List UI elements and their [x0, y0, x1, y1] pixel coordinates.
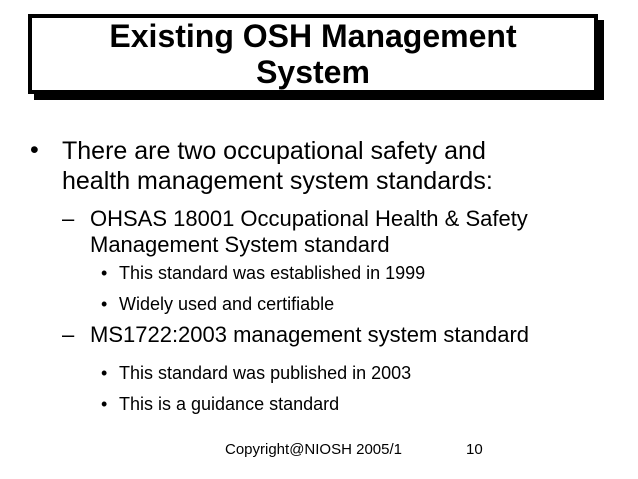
sub-sub-bullet-text: This is a guidance standard: [119, 394, 340, 414]
slide-title: Existing OSH Management System: [109, 18, 517, 90]
page-number: 10: [466, 441, 483, 458]
sub-sub-bullet-marker: •: [101, 263, 108, 283]
dash-marker: –: [62, 206, 75, 231]
bullet-marker: •: [30, 136, 39, 164]
sub-sub-bullet-marker: •: [101, 363, 108, 383]
bullet-text: There are two occupational safety and: [62, 137, 486, 165]
dash-marker: –: [62, 322, 75, 347]
sub-sub-bullet-text: Widely used and certifiable: [119, 294, 335, 314]
sub-sub-bullet-text: This standard was published in 2003: [119, 363, 412, 383]
sub-bullet-text: MS1722:2003 management system standard: [90, 322, 530, 347]
sub-sub-bullet-marker: •: [101, 394, 108, 414]
sub-sub-bullet-marker: •: [101, 294, 108, 314]
sub-sub-bullet-text: This standard was established in 1999: [119, 263, 426, 283]
bullet-text: health management system standards:: [62, 167, 493, 195]
sub-bullet-text: OHSAS 18001 Occupational Health & Safety: [90, 206, 528, 231]
sub-bullet-text: Management System standard: [90, 232, 390, 257]
footer-copyright: Copyright@NIOSH 2005/1: [225, 441, 402, 458]
